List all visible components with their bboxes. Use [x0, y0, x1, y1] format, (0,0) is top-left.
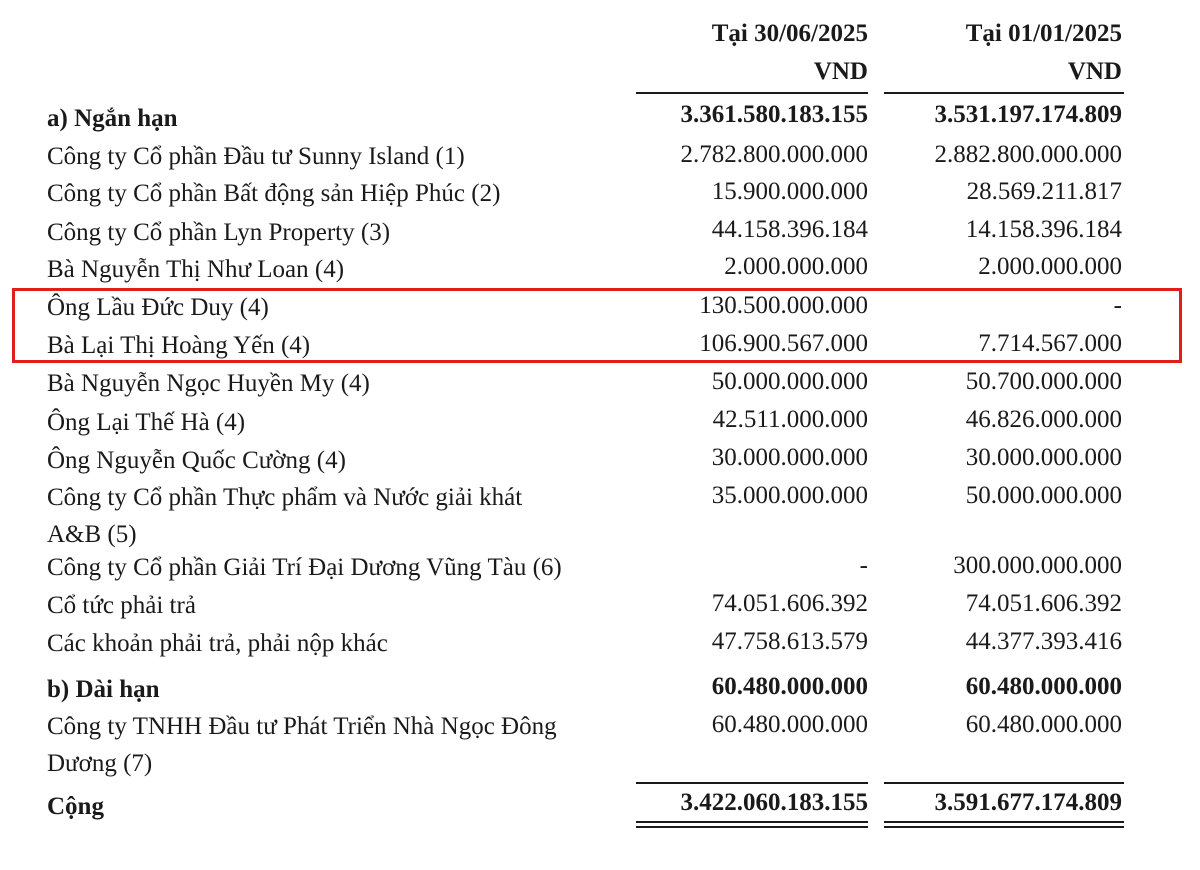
- col1-total-rule: [636, 782, 868, 784]
- row-value-col2: 30.000.000.000: [965, 444, 1122, 471]
- row-label: Ông Nguyễn Quốc Cường (4): [47, 447, 346, 474]
- row-value-col1: 2.782.800.000.000: [680, 141, 868, 168]
- row-value-col1: 2.000.000.000: [724, 253, 868, 280]
- row-value-col1: 47.758.613.579: [711, 628, 868, 655]
- row-value-col2: 50.700.000.000: [965, 368, 1122, 395]
- row-value-col2: 2.000.000.000: [978, 253, 1122, 280]
- col1-header-rule: [636, 92, 868, 94]
- col1-unit-header: VND: [813, 58, 868, 85]
- col2-total-rule: [884, 782, 1124, 784]
- col2-header-rule: [884, 92, 1124, 94]
- row-label: Công ty TNHH Đầu tư Phát Triển Nhà Ngọc Đông: [47, 713, 557, 740]
- col2-date-header: Tại 01/01/2025: [965, 20, 1122, 47]
- long-term-heading: b) Dài hạn: [47, 676, 160, 703]
- row-value-col1: 130.500.000.000: [699, 292, 868, 319]
- row-label: Công ty Cổ phần Lyn Property (3): [47, 219, 391, 246]
- row-label-continued: A&B (5): [47, 521, 137, 548]
- row-value-col2: 28.569.211.817: [966, 178, 1122, 205]
- row-value-col1: 44.158.396.184: [711, 216, 868, 243]
- row-value-col1: 106.900.567.000: [699, 330, 868, 357]
- grand-total-col2: 3.591.677.174.809: [934, 789, 1122, 816]
- row-value-col2: 300.000.000.000: [953, 552, 1122, 579]
- short-term-total-col2: 3.531.197.174.809: [934, 101, 1122, 128]
- row-label-continued: Dương (7): [47, 750, 153, 777]
- row-value-col2: 60.480.000.000: [965, 711, 1122, 738]
- row-label: Công ty Cổ phần Bất động sản Hiệp Phúc (2): [47, 180, 501, 207]
- total-label: Cộng: [47, 793, 104, 820]
- row-value-col1: -: [859, 552, 868, 579]
- row-value-col2: 46.826.000.000: [965, 406, 1122, 433]
- row-value-col1: 42.511.000.000: [712, 406, 868, 433]
- long-term-total-col1: 60.480.000.000: [711, 673, 868, 700]
- row-value-col2: 74.051.606.392: [965, 590, 1122, 617]
- row-value-col2: 2.882.800.000.000: [934, 141, 1122, 168]
- row-value-col1: 15.900.000.000: [711, 178, 868, 205]
- col2-unit-header: VND: [1067, 58, 1122, 85]
- row-value-col1: 50.000.000.000: [711, 368, 868, 395]
- row-value-col2: 14.158.396.184: [965, 216, 1122, 243]
- row-value-col1: 35.000.000.000: [711, 482, 868, 509]
- row-label: Các khoản phải trả, phải nộp khác: [47, 630, 388, 657]
- row-value-col2: 50.000.000.000: [965, 482, 1122, 509]
- short-term-total-col1: 3.361.580.183.155: [680, 101, 868, 128]
- short-term-heading: a) Ngắn hạn: [47, 105, 178, 132]
- row-label: Bà Nguyễn Thị Như Loan (4): [47, 256, 345, 283]
- row-value-col2: 44.377.393.416: [965, 628, 1122, 655]
- row-value-col1: 74.051.606.392: [711, 590, 868, 617]
- row-label: Công ty Cổ phần Thực phẩm và Nước giải khát: [47, 484, 523, 511]
- row-value-col2: 7.714.567.000: [978, 330, 1122, 357]
- row-label: Công ty Cổ phần Giải Trí Đại Dương Vũng Tàu (6): [47, 554, 562, 581]
- long-term-total-col2: 60.480.000.000: [965, 673, 1122, 700]
- row-value-col1: 60.480.000.000: [711, 711, 868, 738]
- row-label: Bà Nguyễn Ngọc Huyền My (4): [47, 370, 370, 397]
- row-label: Bà Lại Thị Hoàng Yến (4): [47, 332, 311, 359]
- row-label: Cổ tức phải trả: [47, 592, 196, 619]
- grand-total-col1: 3.422.060.183.155: [680, 789, 868, 816]
- col2-double-rule: [884, 821, 1124, 828]
- row-label: Ông Lại Thế Hà (4): [47, 409, 246, 436]
- row-label: Công ty Cổ phần Đầu tư Sunny Island (1): [47, 143, 465, 170]
- row-label: Ông Lầu Đức Duy (4): [47, 294, 269, 321]
- row-value-col1: 30.000.000.000: [711, 444, 868, 471]
- row-value-col2: -: [1113, 292, 1122, 319]
- col1-date-header: Tại 30/06/2025: [711, 20, 868, 47]
- col1-double-rule: [636, 821, 868, 828]
